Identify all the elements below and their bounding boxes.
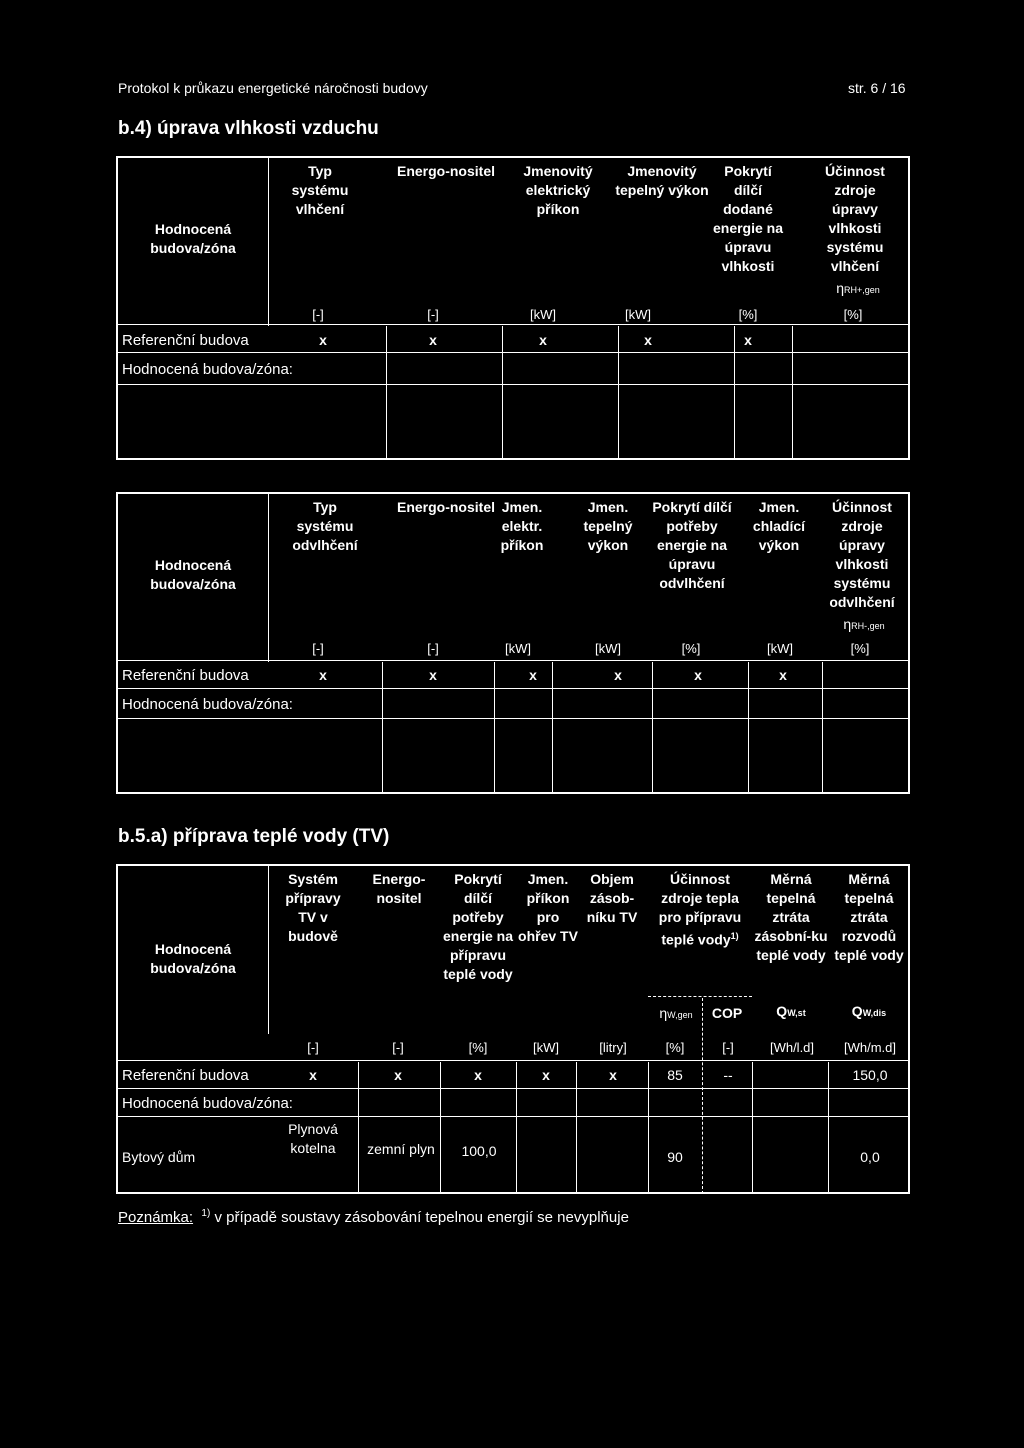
- col-efficiency: Účinnost zdroje úpravy vlhkosti systému vlhčení: [825, 163, 885, 274]
- ref-cell-3: x: [539, 332, 547, 348]
- unit-1: [-]: [312, 307, 324, 322]
- col-heater-input: Jmen. příkon pro ohřev TV: [518, 871, 578, 944]
- col-evaluated-building: Hodnocená budova/zóna: [150, 941, 236, 976]
- page-number: str. 6 / 16: [848, 80, 906, 96]
- ref-cell-3: x: [474, 1067, 482, 1083]
- unit-5: [%]: [681, 641, 701, 656]
- unit-2: [-]: [427, 307, 439, 322]
- dehumidification-table: [116, 492, 910, 794]
- ref-cell-3: x: [529, 667, 537, 683]
- row-reference-building: Referenční budova: [122, 667, 249, 684]
- ref-cell-2: x: [394, 1067, 402, 1083]
- unit-8: [Wh/m.d]: [843, 1040, 896, 1055]
- ref-eta: 85: [667, 1067, 683, 1083]
- eval-energy-carrier: zemní plyn: [367, 1141, 435, 1157]
- unit-3: [kW]: [505, 641, 531, 656]
- col-coverage: Pokrytí dílčí dodané energie na úpravu vlhkosti: [712, 163, 784, 274]
- humidification-table: [116, 156, 910, 460]
- unit-3: [%]: [468, 1040, 488, 1055]
- unit-1: [-]: [312, 641, 324, 656]
- col-rated-electric-input: Jmen. elektr. příkon: [500, 499, 544, 553]
- col-tank-heat-loss: Měrná tepelná ztráta zásobní-ku teplé vody: [754, 871, 828, 963]
- eta-rh-minus-symbol: ηRH-,gen: [843, 616, 885, 632]
- hot-water-table: [116, 864, 910, 1194]
- col-rated-electric-input: Jmenovitý elektrický příkon: [523, 163, 593, 217]
- unit-6b: [-]: [722, 1040, 734, 1055]
- col-energy-carrier: Energo-nositel: [372, 871, 426, 906]
- ref-cell-5: x: [694, 667, 702, 683]
- col-efficiency: Účinnost zdroje úpravy vlhkosti systému odvlhčení: [829, 499, 895, 610]
- row-evaluated-building: Hodnocená budova/zóna:: [122, 1095, 293, 1112]
- section-title-hot-water: b.5.a) příprava teplé vody (TV): [118, 826, 390, 847]
- document-header-title: Protokol k průkazu energetické náročnosti budovy: [118, 80, 428, 96]
- col-rated-heat-output: Jmenovitý tepelný výkon: [615, 163, 709, 198]
- q-w-dis-symbol: QW,dis: [851, 1003, 887, 1019]
- ref-cell-4: x: [542, 1067, 550, 1083]
- unit-4: [kW]: [595, 641, 621, 656]
- unit-5: [%]: [738, 307, 758, 322]
- eval-coverage: 100,0: [461, 1143, 497, 1159]
- eval-eta: 90: [667, 1149, 683, 1165]
- col-distribution-heat-loss: Měrná tepelná ztráta rozvodů teplé vody: [834, 871, 904, 963]
- ref-cell-4: x: [614, 667, 622, 683]
- row-evaluated-building: Hodnocená budova/zóna:: [122, 696, 293, 713]
- ref-cell-5: x: [744, 332, 752, 348]
- eval-system: Plynová kotelna: [288, 1121, 338, 1156]
- cop-label: COP: [711, 1005, 743, 1021]
- col-humidification-type: Typ systému vlhčení: [291, 163, 349, 217]
- row-reference-building: Referenční budova: [122, 1067, 249, 1084]
- col-dehumidification-type: Typ systému odvlhčení: [292, 499, 358, 553]
- col-evaluated-building: Hodnocená budova/zóna: [150, 221, 236, 256]
- col-source-efficiency: Účinnost zdroje tepla pro přípravu teplé vody$^{1)}$: [658, 871, 742, 948]
- unit-7: [%]: [850, 641, 870, 656]
- row-evaluated-building: Hodnocená budova/zóna:: [122, 361, 293, 378]
- col-energy-carrier: Energo-nositel: [396, 163, 495, 179]
- section-title-humidification: b.4) úprava vlhkosti vzduchu: [118, 118, 379, 139]
- col-energy-carrier: Energo-nositel: [396, 499, 495, 515]
- ref-cell-2: x: [429, 667, 437, 683]
- ref-q-dis: 150,0: [852, 1067, 888, 1083]
- ref-cell-1: x: [319, 667, 327, 683]
- unit-5: [litry]: [599, 1040, 627, 1055]
- unit-7: [Wh/l.d]: [769, 1040, 815, 1055]
- col-hot-water-system: Systém přípravy TV v budově: [285, 871, 341, 944]
- unit-6a: [%]: [665, 1040, 685, 1055]
- unit-2: [-]: [427, 641, 439, 656]
- col-coverage: Pokrytí dílčí potřeby energie na přípravu teplé vody: [442, 871, 514, 982]
- q-w-st-symbol: QW,st: [776, 1003, 806, 1019]
- footnote: Poznámka: $^{1)}$ v případě soustavy zásobování tepelnou energií se nevyplňuje: [118, 1208, 629, 1226]
- row-reference-building: Referenční budova: [122, 332, 249, 349]
- unit-6: [%]: [843, 307, 863, 322]
- col-coverage: Pokrytí dílčí potřeby energie na úpravu odvlhčení: [652, 499, 732, 591]
- eval-building-name: Bytový dům: [122, 1149, 196, 1165]
- col-tank-volume: Objem zásob-níku TV: [586, 871, 638, 925]
- unit-1: [-]: [307, 1040, 319, 1055]
- col-rated-cooling-output: Jmen. chladící výkon: [752, 499, 806, 553]
- ref-cell-6: x: [779, 667, 787, 683]
- col-evaluated-building: Hodnocená budova/zóna: [150, 557, 236, 592]
- eta-rh-plus-symbol: ηRH+,gen: [836, 280, 880, 296]
- ref-cell-4: x: [644, 332, 652, 348]
- unit-4: [kW]: [625, 307, 651, 322]
- unit-6: [kW]: [767, 641, 793, 656]
- eval-q-dis: 0,0: [860, 1149, 880, 1165]
- col-rated-heat-output: Jmen. tepelný výkon: [583, 499, 633, 553]
- unit-2: [-]: [392, 1040, 404, 1055]
- ref-cop: --: [723, 1067, 733, 1083]
- ref-cell-1: x: [319, 332, 327, 348]
- unit-3: [kW]: [530, 307, 556, 322]
- ref-cell-1: x: [309, 1067, 317, 1083]
- unit-4: [kW]: [533, 1040, 559, 1055]
- ref-cell-5: x: [609, 1067, 617, 1083]
- ref-cell-2: x: [429, 332, 437, 348]
- eta-w-gen-symbol: ηW,gen: [659, 1005, 693, 1021]
